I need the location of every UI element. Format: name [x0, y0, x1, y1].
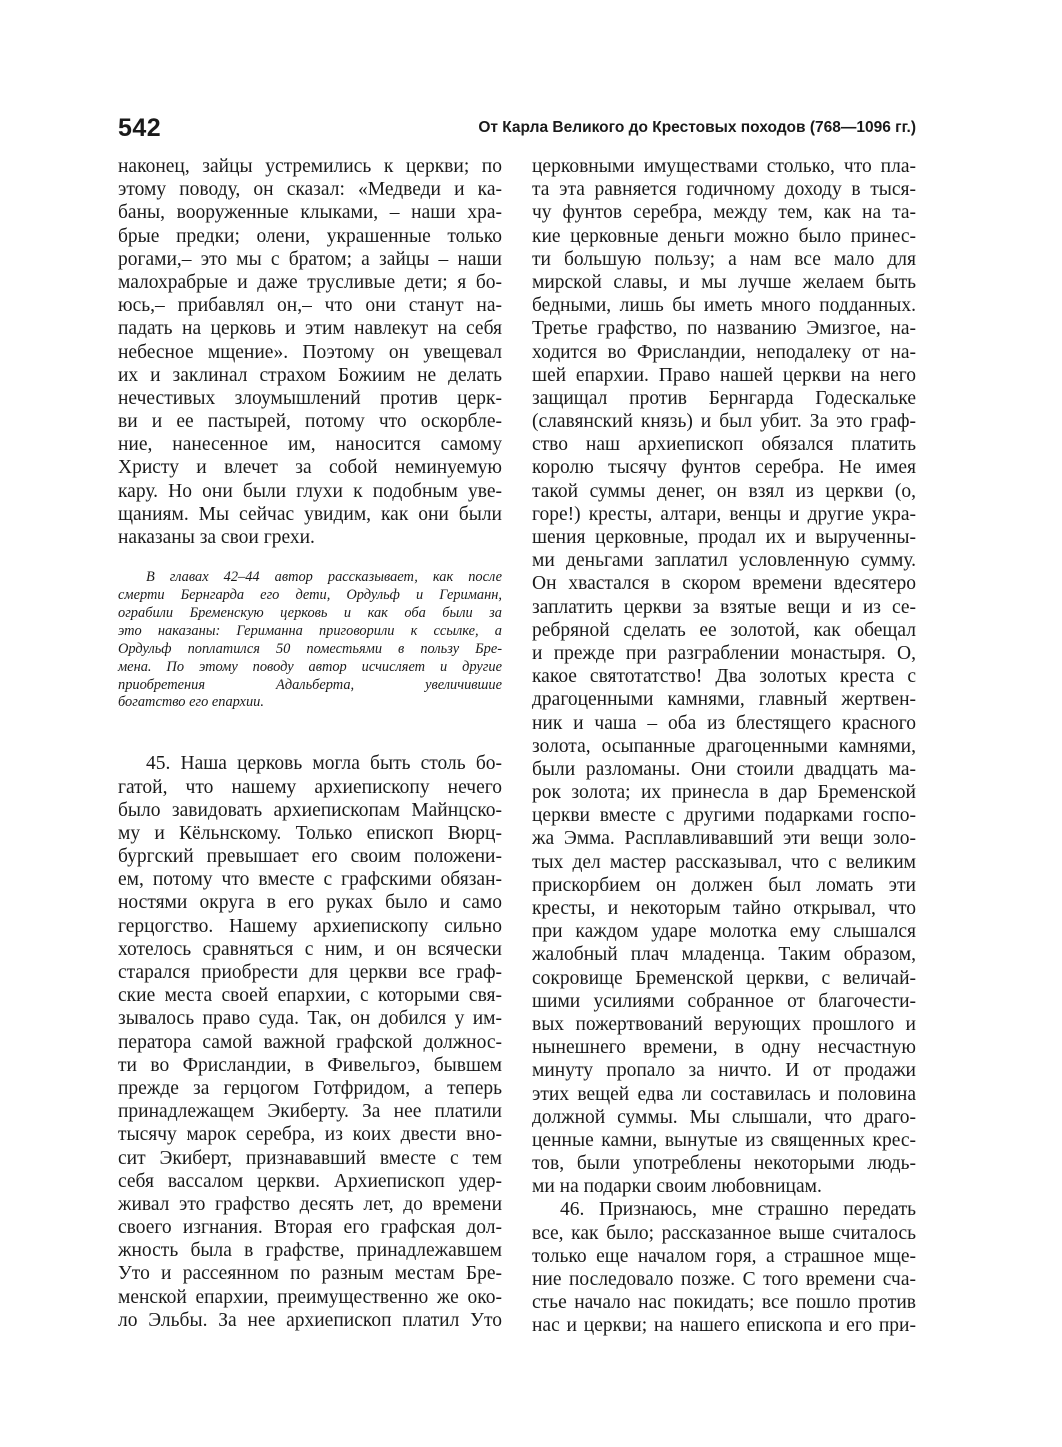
text-line: юсь,– прибавлял он,– что они станут на-	[118, 295, 502, 317]
text-line: золота, осыпанные драгоценными камнями,	[532, 735, 916, 757]
text-line: тысячу марок серебра, из коих двести вно-	[118, 1124, 502, 1146]
text-line: и прежде при разграблении монастыря. О,	[532, 642, 916, 664]
text-line: ви и ее пастырей, потому что оскорбле-	[118, 411, 502, 433]
text-line: мирской славы, и мы лучше желаем быть	[532, 271, 916, 293]
text-line: бургский превышает его своим положени-	[118, 846, 502, 868]
text-line: было завидовать архиепископам Майнцско-	[118, 799, 502, 821]
text-line: кресты, и некоторым тайно открывал, что	[532, 898, 916, 919]
text-line: ские места своей епархии, с которыми свя-	[118, 985, 502, 1007]
text-line: нас и церкви; на нашего епископа и его при-	[532, 1315, 916, 1337]
text-line: ностями округа в его руках было и само	[118, 892, 502, 914]
text-line: были разломаны. Они стоили двадцать ма-	[532, 758, 916, 780]
text-line: стье начало нас покидать; все пошло против	[532, 1292, 916, 1314]
text-line: В главах 42–44 автор рассказывает, как после	[146, 569, 502, 586]
text-line: нечестивых злоумышлений против церк-	[118, 387, 502, 409]
text-line: сит Экиберт, признававший вместе с тем	[118, 1147, 502, 1169]
text-line: ходится во Фрисландии, неподалеку от на-	[532, 341, 916, 363]
text-line: шения церковные, продал их и вырученны-	[532, 527, 916, 548]
text-line: ние последовало позже. С того времени сча-	[532, 1269, 916, 1290]
text-line: бедными, лишь бы иметь много подданных.	[532, 295, 916, 317]
text-line: жа Эмма. Расплавливавший эти вещи золо-	[532, 828, 916, 850]
text-line: их и заклинал страхом Божиим не делать	[118, 364, 502, 386]
text-line: должной суммы. Мы слышали, что драго-	[532, 1106, 916, 1128]
text-line: рогами,– это мы с братом; а зайцы – наши	[118, 248, 502, 270]
text-line: наконец, зайцы устремились к церкви; по	[118, 156, 502, 177]
text-line: ти большую пользу; а нам все мало для	[532, 248, 916, 270]
text-line: минуту пропало за ничто. И от продажи	[532, 1060, 916, 1082]
text-line: (славянский князь) и был убит. За это граф-	[532, 411, 916, 433]
text-line: менской епархии, преимущественно же око-	[118, 1286, 502, 1308]
text-line: хотелось сравняться с ним, и он всячески	[118, 938, 502, 960]
text-line: тых дел мастер рассказывал, что с великим	[532, 851, 916, 873]
text-line: старался приобрести для церкви все граф-	[118, 962, 502, 983]
text-line: ми на подарки своим любовницам.	[532, 1176, 822, 1198]
text-line: му и Кёльнскому. Только епископ Вюрц-	[118, 822, 502, 844]
left-column	[118, 155, 502, 1332]
text-line: падать на церковь и этим навлекут на себя	[118, 318, 502, 340]
text-line: тов, были употреблены некоторыми людь-	[532, 1153, 916, 1175]
text-line: прежде за герцогом Готфридом, а теперь	[118, 1077, 502, 1099]
text-line: 46. Признаюсь, мне страшно передать	[560, 1199, 916, 1221]
text-line: жность была в графстве, принадлежавшем	[118, 1240, 502, 1262]
text-line: баны, вооруженные клыками, – наши хра-	[118, 202, 502, 224]
text-line: та эта равняется годичному доходу в тыся-	[532, 179, 916, 201]
text-line: брые предки; олени, украшенные только	[118, 225, 502, 247]
text-line: только еще началом горя, а страшное мще-	[532, 1245, 916, 1267]
text-line: живал это графство десять лет, до времени	[118, 1193, 502, 1215]
text-line: вых пожертвований верующих прошлого и	[532, 1013, 916, 1035]
paragraph-left-1	[118, 155, 502, 549]
text-line: рок золота; их принесла в дар Бременской	[532, 782, 916, 804]
text-line: 45. Наша церковь могла быть столь бо-	[146, 753, 502, 775]
text-line: своего изгнания. Вторая его графская дол-	[118, 1217, 502, 1239]
text-line: Христу и влечет за собой неминуемую	[118, 457, 502, 479]
text-line: церкви вместе с другими подарками госпо-	[532, 805, 916, 827]
text-line: ло Эльбы. За нее архиепископ платил Уто	[118, 1309, 502, 1331]
text-line: этому поводу, он сказал: «Медведи и ка-	[118, 179, 502, 201]
text-line: нынешнего времени, в одну несчастную	[532, 1037, 916, 1059]
text-line: ти во Фрисландии, в Фивельгоэ, бывшем	[118, 1054, 502, 1076]
text-line: ство наш архиепископ обязался платить	[532, 434, 916, 456]
text-line: королю тысячу фунтов серебра. Не имея	[532, 457, 916, 479]
text-line: гатой, что нашему архиепископу нечего	[118, 776, 502, 798]
text-line: все, как было; рассказанное выше считалось	[532, 1222, 916, 1244]
editorial-note	[118, 569, 502, 712]
text-line: заплатить церкви за взятые вещи и из се-	[532, 596, 916, 618]
text-line: прискорбием он должен был ломать эти	[532, 874, 916, 896]
text-line: защищал против Бернгарда Годескальке	[532, 387, 916, 409]
text-line: церковными имуществами столько, что пла-	[532, 156, 916, 177]
page-number: 542	[118, 114, 162, 142]
text-line: принадлежащем Экиберту. За нее платили	[118, 1101, 502, 1123]
text-line: драгоценными камнями, главный жертвен-	[532, 689, 916, 711]
text-line: ребряной сделать ее золотой, как обещал	[532, 619, 916, 641]
paragraph-right-1	[532, 155, 916, 1198]
text-line: щаниям. Мы сейчас увидим, как они были	[118, 503, 502, 525]
text-line: Ордульф поплатился 50 поместьями в пользу Бре-	[118, 640, 502, 657]
right-column	[532, 155, 916, 1338]
text-line: кару. Но они были глухи к подобным уве-	[118, 480, 502, 502]
text-line: ем, потому что вместе с графскими обязан-	[118, 869, 502, 891]
text-line: горе!) кресты, алтари, венцы и другие укра-	[532, 503, 916, 525]
text-line: ценные камни, вынутые из священных крес-	[532, 1129, 916, 1151]
text-line: небесное мщение». Поэтому он увещевал	[118, 341, 502, 363]
text-line: ми деньгами заплатил условленную сумму.	[532, 550, 916, 572]
paragraph-46	[532, 1198, 916, 1337]
text-line: приобретения Адальберта, увеличившие	[118, 676, 502, 693]
text-line: этих вещей едва ли составилась и половина	[532, 1083, 916, 1105]
running-head-title: От Карла Великого до Крестовых походов (768—1096 гг.)	[478, 119, 916, 136]
text-line: герцогство. Нашему архиепископу сильно	[118, 915, 502, 937]
text-line: Третье графство, по названию Эмизгое, на-	[532, 318, 916, 340]
paragraph-45	[118, 752, 502, 1332]
text-line: ограбили Бременскую церковь и как оба были за	[118, 604, 502, 621]
text-line: такой суммы денег, он взял из церкви (о,	[532, 480, 916, 502]
text-line: себя вассалом церкви. Архиепископ удер-	[118, 1170, 502, 1192]
text-line: богатство его епархии.	[118, 694, 264, 711]
text-line: какое святотатство! Два золотых креста с	[532, 666, 916, 688]
text-line: малохрабрые и даже трусливые дети; я бо-	[118, 271, 502, 293]
text-line: сокровище Бременской церкви, с величай-	[532, 967, 916, 989]
text-line: ператора самой важной графской должнос-	[118, 1031, 502, 1053]
text-line: ние, нанесенное им, наносится самому	[118, 434, 502, 456]
text-line: шей епархии. Право нашей церкви на него	[532, 364, 916, 386]
text-line: Он хвастался в скором времени вдесятеро	[532, 573, 916, 595]
text-line: это наказаны: Гериманна приговорили к ссылке, а	[118, 622, 502, 639]
text-line: кие церковные деньги можно было принес-	[532, 225, 916, 247]
text-line: шими усилиями собранное от благочести-	[532, 990, 916, 1012]
text-line: при каждом ударе молотка ему слышался	[532, 921, 916, 943]
text-line: Уто и рассеянном по разным местам Бре-	[118, 1263, 502, 1285]
text-line: ник и чаша – оба из блестящего красного	[532, 712, 916, 734]
text-line: наказаны за свои грехи.	[118, 527, 315, 548]
text-line: смерти Бернгарда его дети, Ордульф и Гериманн,	[118, 587, 502, 604]
text-line: зывалось право суда. Так, он добился у им-	[118, 1008, 502, 1030]
text-line: чу фунтов серебра, между тем, как на та-	[532, 202, 916, 224]
text-line: мена. По этому поводу автор исчисляет и другие	[118, 658, 502, 675]
text-line: жалобный плач младенца. Таким образом,	[532, 944, 916, 966]
